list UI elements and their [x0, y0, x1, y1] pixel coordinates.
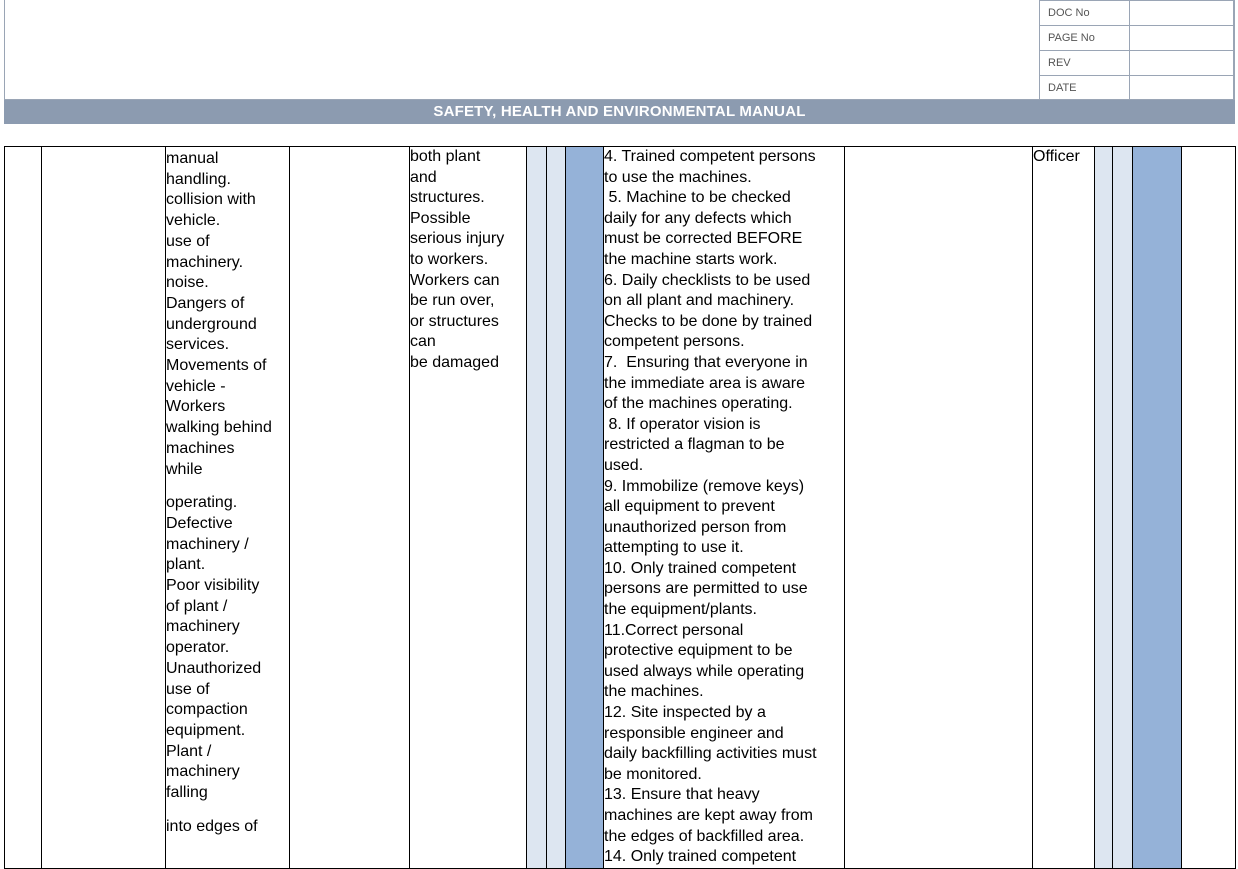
- control-measure-line: 13. Ensure that heavy: [604, 786, 760, 804]
- control-measure-line: 11.Correct personal: [604, 621, 744, 639]
- control-measure-line: 5. Machine to be checked: [604, 189, 791, 207]
- hazard-line: Defective: [166, 514, 233, 532]
- control-measure-line: 7. Ensuring that everyone in: [604, 353, 808, 371]
- cell-residual-severity: [1113, 147, 1133, 869]
- hazard-line: services.: [166, 336, 230, 354]
- meta-value: [1130, 51, 1235, 76]
- control-measure-line: the machine starts work.: [604, 250, 778, 268]
- hazard-line: into edges of: [166, 817, 258, 835]
- control-measure-line: daily for any defects which: [604, 209, 792, 227]
- hazard-line: Movements of: [166, 357, 267, 375]
- hazards-list-part2: [166, 493, 289, 804]
- cell-residual-risk: [1133, 147, 1182, 869]
- hazard-line: falling: [166, 784, 208, 802]
- hazard-line: compaction: [166, 701, 248, 719]
- control-measure-line: competent persons.: [604, 333, 745, 351]
- consequence-line: Possible: [410, 209, 471, 227]
- cell-control-measures: [604, 147, 845, 869]
- control-measure-line: the machines.: [604, 683, 704, 701]
- control-measure-line: 10. Only trained competent: [604, 559, 797, 577]
- hazard-line: Poor visibility: [166, 577, 260, 595]
- control-measure-line: 6. Daily checklists to be used: [604, 271, 811, 289]
- hazard-line: Dangers of: [166, 294, 245, 312]
- hazard-line: machines: [166, 439, 235, 457]
- control-measure-line: of the machines operating.: [604, 395, 793, 413]
- hazard-line: Unauthorized: [166, 659, 262, 677]
- control-measure-line: be monitored.: [604, 765, 702, 783]
- cell-residual-likelihood: [1095, 147, 1113, 869]
- hazard-line: use of: [166, 680, 210, 698]
- meta-value: [1130, 26, 1235, 51]
- hazard-line: equipment.: [166, 721, 246, 739]
- meta-value: [1130, 1, 1235, 26]
- document-meta-table: [1039, 0, 1235, 101]
- meta-row-rev: [1040, 51, 1235, 76]
- cell-responsible: Officer: [1033, 147, 1095, 869]
- consequence-line: both plant: [410, 148, 481, 165]
- control-measure-line: Checks to be done by trained: [604, 312, 813, 330]
- consequences-list: [410, 147, 526, 374]
- control-measure-line: used.: [604, 456, 644, 474]
- control-measure-line: used always while operating: [604, 662, 805, 680]
- cell-consequences: [410, 147, 527, 869]
- cell-ref: [5, 147, 42, 869]
- hazard-line: underground: [166, 315, 257, 333]
- meta-row-doc-no: [1040, 1, 1235, 26]
- hazard-line: machinery.: [166, 253, 244, 271]
- meta-row-date: [1040, 76, 1235, 101]
- hazard-line: machinery: [166, 763, 240, 781]
- hazard-line: while: [166, 460, 203, 478]
- hazard-line: operator.: [166, 639, 230, 657]
- meta-label: DATE: [1040, 76, 1130, 101]
- meta-label: DOC No: [1040, 1, 1130, 26]
- consequence-line: or structures: [410, 312, 499, 330]
- consequence-line: can: [410, 333, 436, 351]
- hazard-line: of plant /: [166, 597, 228, 615]
- control-measure-line: 8. If operator vision is: [604, 415, 761, 433]
- hazard-line: use of: [166, 232, 210, 250]
- control-measure-line: the immediate area is aware: [604, 374, 805, 392]
- hazard-line: noise.: [166, 274, 209, 292]
- consequence-line: Workers can: [410, 271, 500, 289]
- hazard-line: Plant /: [166, 742, 212, 760]
- cell-activity: [42, 147, 166, 869]
- hazard-line: manual: [166, 150, 219, 167]
- cell-likelihood: [527, 147, 547, 869]
- control-measure-line: machines are kept away from: [604, 807, 813, 824]
- control-measures-list: [604, 147, 844, 868]
- spacer: [166, 480, 289, 493]
- cell-severity: [547, 147, 566, 869]
- hazards-list-part3: [166, 817, 289, 838]
- risk-assessment-table: [4, 146, 1236, 869]
- control-measure-line: 14. Only trained competent: [604, 848, 797, 866]
- hazard-line: handling.: [166, 170, 231, 188]
- consequence-line: structures.: [410, 189, 485, 207]
- cell-remarks: [1182, 147, 1236, 869]
- hazard-line: plant.: [166, 556, 206, 574]
- control-measure-line: the equipment/plants.: [604, 601, 757, 619]
- control-measure-line: on all plant and machinery.: [604, 292, 795, 310]
- control-measure-line: the edges of backfilled area.: [604, 827, 805, 845]
- control-measure-line: 4. Trained competent persons: [604, 148, 816, 165]
- control-measure-line: restricted a flagman to be: [604, 436, 785, 454]
- control-measure-line: all equipment to prevent: [604, 498, 775, 516]
- meta-row-page-no: [1040, 26, 1235, 51]
- meta-label: PAGE No: [1040, 26, 1130, 51]
- control-measure-line: responsible engineer and: [604, 724, 784, 742]
- consequence-line: and: [410, 168, 437, 186]
- consequence-line: to workers.: [410, 250, 489, 268]
- hazard-line: collision with: [166, 191, 256, 209]
- control-measure-line: unauthorized person from: [604, 518, 787, 536]
- control-measure-line: 9. Immobilize (remove keys): [604, 477, 805, 495]
- control-measure-line: daily backfilling activities must: [604, 745, 817, 763]
- hazard-line: operating.: [166, 494, 238, 512]
- cell-persons-at-risk: [290, 147, 410, 869]
- hazard-line: machinery /: [166, 535, 249, 553]
- control-measure-line: must be corrected BEFORE: [604, 230, 803, 248]
- page-title: SAFETY, HEALTH AND ENVIRONMENTAL MANUAL: [4, 100, 1235, 124]
- table-row: [5, 147, 1236, 869]
- spacer: [166, 804, 289, 817]
- control-measure-line: attempting to use it.: [604, 539, 744, 557]
- consequence-line: serious injury: [410, 230, 505, 248]
- cell-hazards: [166, 147, 290, 869]
- cell-additional-controls: [845, 147, 1033, 869]
- hazard-line: vehicle -: [166, 377, 226, 395]
- control-measure-line: protective equipment to be: [604, 642, 793, 660]
- control-measure-line: persons are permitted to use: [604, 580, 808, 598]
- cell-risk-rating: [566, 147, 604, 869]
- control-measure-line: 12. Site inspected by a: [604, 704, 766, 722]
- hazards-list-part1: [166, 147, 289, 480]
- consequence-line: be run over,: [410, 292, 495, 310]
- consequence-line: be damaged: [410, 353, 499, 371]
- control-measure-line: to use the machines.: [604, 168, 752, 186]
- meta-label: REV: [1040, 51, 1130, 76]
- meta-value: [1130, 76, 1235, 101]
- hazard-line: walking behind: [166, 419, 272, 437]
- hazard-line: machinery: [166, 618, 240, 636]
- hazard-line: Workers: [166, 398, 226, 416]
- hazard-line: vehicle.: [166, 212, 221, 230]
